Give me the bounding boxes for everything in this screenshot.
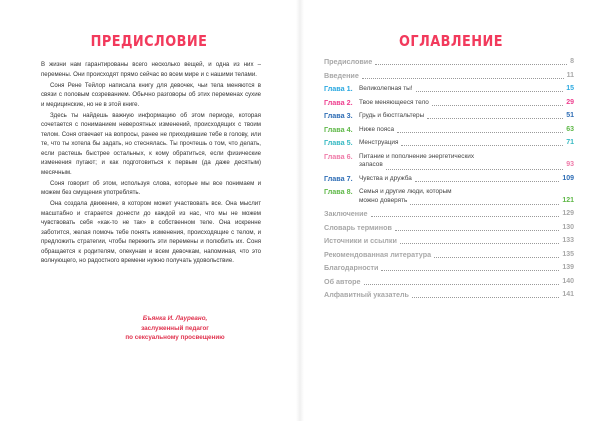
contents-heading: ОГЛАВЛЕНИЕ [399, 32, 503, 50]
toc-entry-title-block [359, 188, 574, 205]
foreword-paragraph: В жизни нам гарантированы всего несколько вещей, и одна из них – перемены. Они происходят прямо сейчас во всем мире и с нашими телами. [41, 61, 261, 78]
toc-entry-title: Алфавитный указатель [324, 290, 409, 299]
toc-chapter-number: Глава 4. [324, 124, 353, 134]
signature-title-line2: по сексуальному просвещению [125, 334, 225, 341]
toc-entry-title: Грудь и бюстгальтеры [359, 112, 425, 119]
toc-entry-page: 63 [566, 125, 574, 133]
toc-entry [324, 139, 574, 153]
toc-leader-dots [395, 224, 559, 231]
toc-entry-title: Заключение [324, 209, 368, 218]
foreword-heading: ПРЕДИСЛОВИЕ [90, 32, 208, 50]
toc-leader-dots [416, 85, 564, 92]
toc-leader-dots [397, 126, 563, 133]
toc-entry-title: Предисловие [324, 57, 373, 66]
toc-entry [324, 278, 574, 292]
toc-leader-dots [401, 139, 563, 146]
toc-leader-dots [415, 175, 560, 182]
toc-entry [324, 224, 574, 238]
toc-leader-dots [400, 237, 559, 244]
toc-entry-page: 29 [566, 98, 574, 106]
toc-entry-title: Благодарности [324, 263, 379, 272]
toc-entry-page: 141 [562, 291, 574, 298]
toc-entry-page: 129 [562, 210, 574, 217]
toc-leader-dots [434, 251, 559, 258]
toc-entry-title: Менструация [359, 139, 399, 146]
toc-entry [324, 188, 574, 210]
toc-chapter-number: Глава 1. [324, 84, 353, 93]
toc-entry-title: Твое меняющееся тело [359, 98, 429, 106]
toc-entry-title-block [359, 153, 574, 170]
toc-entry-page: 133 [562, 237, 574, 244]
toc-entry-page: 135 [562, 250, 574, 258]
toc-entry-page: 93 [566, 161, 574, 169]
toc-entry-title-line2-row [359, 161, 574, 170]
toc-chapter-number: Глава 6. [324, 151, 353, 161]
toc-chapter-number: Глава 3. [324, 111, 353, 120]
toc-entry-title: Источники и ссылки [324, 236, 397, 245]
signature-name: Бъянка И. Лауреано, [142, 315, 208, 322]
toc-entry-page: 11 [566, 71, 574, 79]
foreword-signature [95, 314, 255, 343]
toc-entry [324, 175, 574, 189]
toc-leader-dots [410, 198, 559, 205]
toc-entry-page: 121 [562, 196, 574, 204]
toc-entry-title: Рекомендованная литература [324, 249, 432, 259]
toc-entry-title-line2-row [359, 197, 574, 206]
toc-entry-title: Семья и другие люди, которым [359, 188, 452, 195]
toc-leader-dots [364, 278, 560, 285]
toc-entry-title: Об авторе [324, 276, 361, 286]
toc-entry-title-line2: запасов [359, 161, 383, 169]
table-of-contents [324, 58, 574, 305]
toc-entry [324, 72, 574, 86]
toc-entry-page: 109 [562, 174, 574, 182]
toc-chapter-number: Глава 7. [324, 173, 353, 183]
toc-entry [324, 112, 574, 126]
toc-leader-dots [371, 210, 560, 217]
toc-entry [324, 126, 574, 140]
toc-entry-title: Ниже пояса [359, 125, 395, 133]
signature-title-line1: заслуженный педагог [141, 324, 209, 332]
toc-leader-dots [412, 291, 559, 298]
right-page [302, 0, 600, 421]
toc-entry-title: Словарь терминов [324, 222, 392, 232]
toc-chapter-number: Глава 8. [324, 187, 353, 196]
toc-entry-title: Чувства и дружба [359, 174, 412, 182]
toc-leader-dots [427, 112, 563, 119]
toc-entry [324, 85, 574, 99]
foreword-paragraph: Здесь ты найдешь важную информацию об этом периоде, которая сочетается с пониманием невероятных изменений, происходящих с твоим телом. Соня отвечает на вопросы, ранее не приходившие тебе в голову, или те, что ты хотела бы задать, но стеснялась. Ты прочтешь о том, что делать, если растешь быстрее остальных, к кому обратиться, если физические изменения пугают; и как подготовиться к первым (да даже десятым) месячным. [41, 111, 261, 176]
toc-chapter-number: Глава 5. [324, 138, 353, 147]
toc-entry-page: 8 [570, 58, 574, 65]
left-page [0, 0, 298, 421]
toc-entry-page: 140 [562, 277, 574, 285]
foreword-paragraph: Соня говорит об этом, используя слова, которые мы все понимаем и можем без смущения употреблять. [41, 179, 261, 196]
toc-leader-dots [386, 163, 563, 170]
toc-leader-dots [362, 72, 564, 79]
foreword-paragraph: Соня Рене Тейлор написала книгу для девочек, чьи тела меняются в связи с половым созреванием. Обычно разговоры об этих переменах сухие и медицинские, но не в этой книге. [41, 81, 261, 108]
toc-entry [324, 153, 574, 175]
foreword-body [41, 60, 261, 267]
toc-entry-title: Питание и пополнение энергетических [359, 152, 475, 160]
toc-entry-page: 15 [566, 85, 574, 92]
toc-entry [324, 251, 574, 265]
toc-entry-page: 139 [562, 264, 574, 271]
toc-entry [324, 210, 574, 224]
toc-entry-page: 130 [562, 223, 574, 231]
toc-entry-title-line2: можно доверять [359, 196, 408, 204]
toc-leader-dots [432, 99, 563, 106]
toc-entry-title: Великолепная ты! [359, 85, 413, 92]
toc-leader-dots [375, 58, 567, 65]
foreword-paragraph: Она создала движение, в котором может участвовать все. Она мыслит масштабно и старается донести до каждой из нас, что мы не можем чувствовать себя «как-то не так» в собственном теле. Она искренне заботится, желая помочь тебе понять изменения, происходящие с телом, и предложить стратегии, чтобы пережить эти перемены и полюбить их. Соня обращается к родителям, опекунам и всем девочкам, напоминая, что это волнующего, но радостного времени нужно получать удовольствие. [41, 200, 261, 264]
toc-entry-title: Введение [324, 70, 359, 80]
toc-entry-page: 71 [566, 139, 574, 146]
toc-entry [324, 237, 574, 251]
toc-entry [324, 291, 574, 305]
toc-entry-page: 51 [566, 112, 574, 119]
toc-entry [324, 99, 574, 113]
toc-leader-dots [381, 264, 559, 271]
toc-entry [324, 264, 574, 278]
toc-chapter-number: Глава 2. [324, 97, 353, 107]
toc-entry [324, 58, 574, 72]
